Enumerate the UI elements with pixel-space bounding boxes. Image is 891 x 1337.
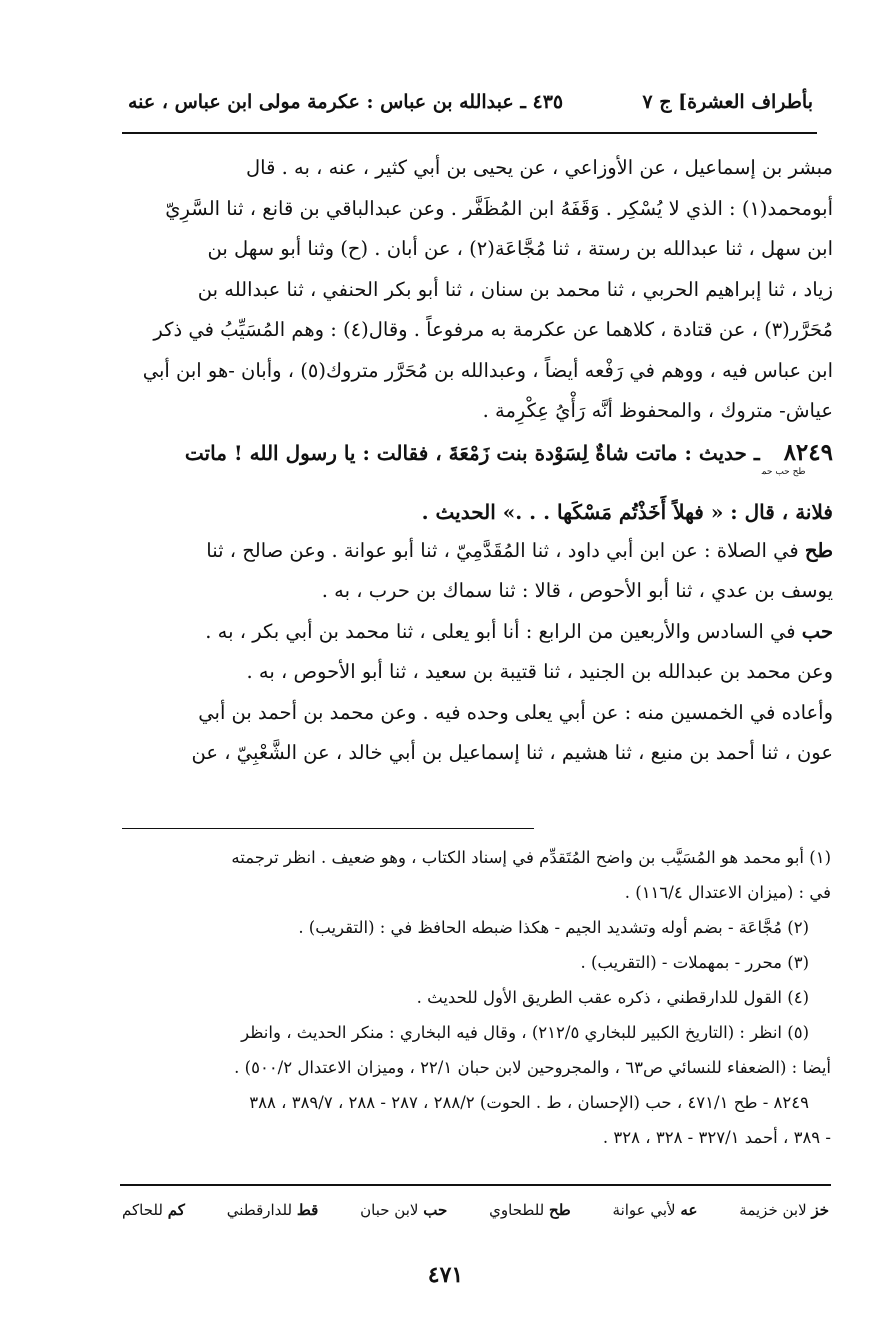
text-line: عياش- متروك ، والمحفوظ أنَّه رَأْيُ عِكْرِمة . bbox=[482, 399, 833, 422]
text-line: ابن عباس فيه ، ووهم في رَفْعه أيضاً ، وعبدالله بن مُحَرَّر متروك(٥) ، وأبان -هو ابن أبي bbox=[142, 358, 833, 382]
footnotes bbox=[110, 840, 831, 1155]
text-line: في الصلاة : عن ابن أبي داود ، ثنا المُقَدَّمِيّ ، ثنا أبو عوانة . وعن صالح ، ثنا bbox=[206, 538, 799, 562]
hadith-text: ـ حديث : ماتت شاةٌ لِسَوْدة بنت زَمْعَةَ ، فقالت : يا رسول الله ! ماتت bbox=[184, 440, 760, 465]
text-line: عون ، ثنا أحمد بن منيع ، ثنا هشيم ، ثنا إسماعيل بن أبي خالد ، عن الشَّعْبِيّ ، عن bbox=[191, 741, 833, 764]
source-references-continued: - ٣٨٩ ، أحمد ٣٢٧/١ - ٣٢٨ ، ٣٢٨ . bbox=[602, 1128, 831, 1147]
footnote-continued: في : (ميزان الاعتدال ١١٦/٤) . bbox=[624, 883, 831, 902]
tah-paragraph bbox=[110, 531, 833, 572]
legend-item: قط للدارقطني bbox=[226, 1201, 319, 1219]
hadith-heading-continued: فلانة ، قال : « فهلاً أَخَذْتُم مَسْكَها . . .» الحديث . bbox=[421, 499, 833, 524]
header-rule bbox=[122, 132, 817, 134]
footnote-rule bbox=[122, 828, 534, 829]
footnote: (٤) القول للدارقطني ، ذكره عقب الطريق الأول للحديث . bbox=[416, 988, 809, 1007]
footnote: (٥) انظر : (التاريخ الكبير للبخاري ٢١٢/٥) ، وقال فيه البخاري : منكر الحديث ، وانظر bbox=[241, 1023, 809, 1042]
text-line: يوسف بن عدي ، ثنا أبو الأحوص ، قالا : ثنا سماك بن حرب ، به . bbox=[321, 579, 833, 602]
footnote: (٣) محرر - بمهملات - (التقريب) . bbox=[580, 953, 809, 972]
hadith-source-symbols: طح حب حم bbox=[761, 466, 806, 477]
main-text bbox=[110, 148, 833, 774]
running-header bbox=[128, 82, 813, 122]
text-line: وأعاده في الخمسين منه : عن أبي يعلى وحده فيه . وعن محمد بن أحمد بن أبي bbox=[198, 700, 833, 724]
text-line: أبومحمد(١) : الذي لا يُسْكِر . وَقَفَهُ ابن المُظَفَّر . وعن عبدالباقي بن قانع ، ثنا السَّرِيّ bbox=[165, 196, 833, 220]
hib-paragraph bbox=[110, 612, 833, 653]
legend-item: خز لابن خزيمة bbox=[739, 1201, 829, 1219]
legend-item: كم للحاكم bbox=[122, 1201, 185, 1219]
hadith-heading bbox=[110, 434, 833, 491]
source-abbreviation: حب bbox=[801, 619, 833, 643]
text-line: مبشر بن إسماعيل ، عن الأوزاعي ، عن يحيى بن أبي كثير ، عنه ، به . قال bbox=[245, 156, 833, 179]
text-line: وعن محمد بن عبدالله بن الجنيد ، ثنا قتيبة بن سعيد ، ثنا أبو الأحوص ، به . bbox=[246, 660, 833, 683]
text-line: زياد ، ثنا إبراهيم الحربي ، ثنا محمد بن سنان ، ثنا أبو بكر الحنفي ، ثنا عبدالله بن bbox=[197, 277, 833, 301]
footnote: (١) أبو محمد هو المُسَيَّب بن واضح المُتَقدِّم في إسناد الكتاب ، وهو ضعيف . انظر ترجمته bbox=[231, 848, 831, 867]
text-line: في السادس والأربعين من الرابع : أنا أبو يعلى ، ثنا محمد بن أبي بكر ، به . bbox=[205, 619, 796, 643]
page-number: ٤٧١ bbox=[427, 1262, 464, 1288]
source-references: ٨٢٤٩ - طح ٤٧١/١ ، حب (الإحسان ، ط . الحوت) ٢٨٨/٢ ، ٢٨٧ - ٢٨٨ ، ٣٨٩/٧ ، ٣٨٨ bbox=[249, 1093, 809, 1112]
source-abbreviation: طح bbox=[804, 538, 833, 562]
hadith-number: ٨٢٤٩ bbox=[783, 438, 833, 466]
text-line: مُحَرَّر(٣) ، عن قتادة ، كلاهما عن عكرمة به مرفوعاً . وقال(٤) : وهم المُسَيِّبُ في ذكر bbox=[153, 318, 833, 341]
text-line: ابن سهل ، ثنا عبدالله بن رستة ، ثنا مُجَّاعَة(٢) ، عن أبان . (ح) وثنا أبو سهل بن bbox=[207, 237, 833, 260]
legend-item: حب لابن حبان bbox=[360, 1201, 448, 1219]
footnote-continued: أيضا : (الضعفاء للنسائي ص٦٣ ، والمجروحين لابن حبان ٢٢/١ ، وميزان الاعتدال ٥٠٠/٢) . bbox=[234, 1058, 831, 1077]
header-volume-title: بأطراف العشرة] ج ٧ bbox=[642, 91, 813, 113]
footnote: (٢) مُجَّاعَة - بضم أوله وتشديد الجيم - هكذا ضبطه الحافظ في : (التقريب) . bbox=[298, 918, 809, 937]
legend-item: عه لأبي عوانة bbox=[612, 1201, 698, 1219]
header-section-title: ٤٣٥ ـ عبدالله بن عباس : عكرمة مولى ابن عباس ، عنه bbox=[128, 91, 564, 113]
abbreviation-legend bbox=[122, 1194, 829, 1226]
legend-item: طح للطحاوي bbox=[489, 1201, 571, 1219]
legend-rule bbox=[120, 1184, 831, 1186]
